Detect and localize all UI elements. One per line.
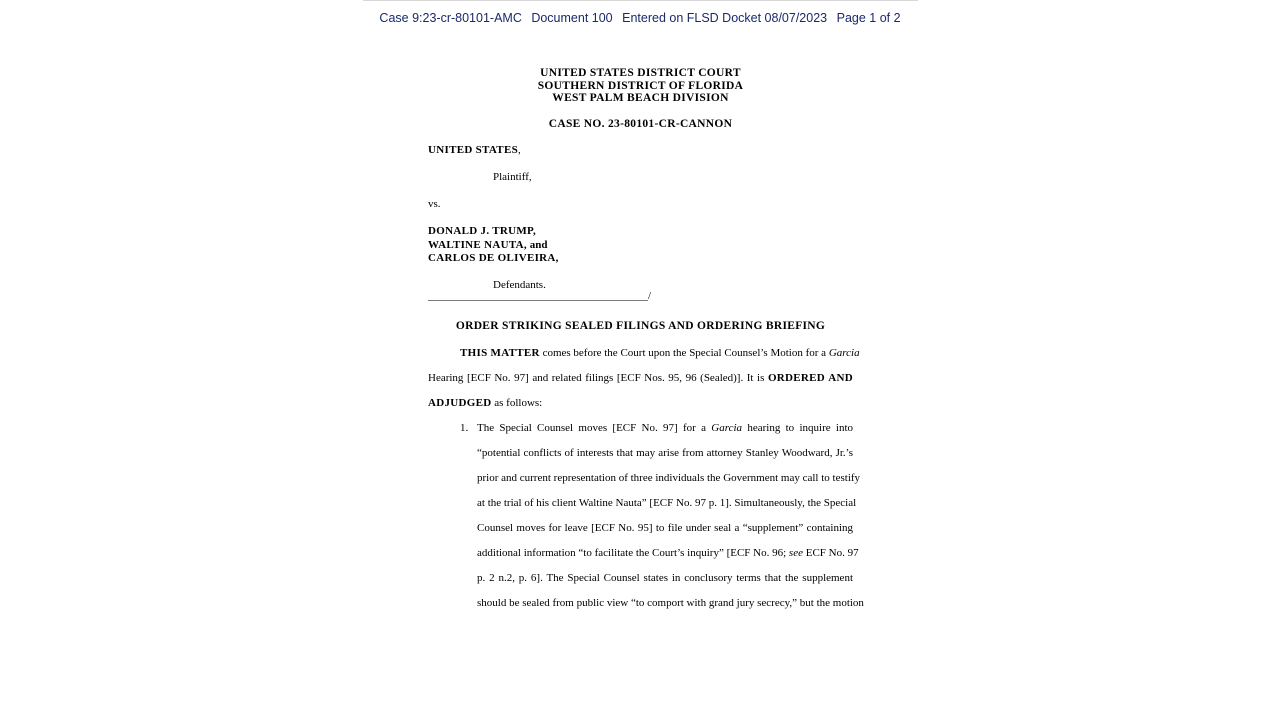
item-1-line-1c: hearing to inquire into [747, 422, 854, 434]
court-line-2: SOUTHERN DISTRICT OF FLORIDA [537, 79, 744, 92]
defendants-label: Defendants. [493, 279, 546, 291]
item-1-line-5: Counsel moves for leave [ECF No. 95] to file under seal a “supplement” containing [477, 522, 853, 534]
court-heading [428, 67, 853, 105]
item-1-line-7: p. 2 n.2, p. 6]. The Special Counsel states in conclusory terms that the supplement [477, 572, 853, 584]
item-1-line-2: “potential conflicts of interests that may arise from attorney Stanley Woodward, Jr.’s [477, 447, 853, 459]
intro-line-1 [460, 347, 860, 359]
defendant-2-and: and [526, 239, 548, 251]
item-1-line-6a: additional information “to facilitate the Court’s inquiry” [ECF No. 96; [477, 547, 787, 559]
intro-line-2 [428, 372, 853, 384]
item-1-see: see [788, 547, 803, 559]
item-1-line-1 [477, 422, 853, 434]
docket-header [0, 11, 1280, 25]
item-1-number: 1. [460, 422, 469, 434]
defendant-2-name: WALTINE NAUTA, [428, 239, 527, 251]
defendant-2 [428, 239, 547, 251]
court-line-1: UNITED STATES DISTRICT COURT [540, 67, 741, 79]
header-document: Document 100 [531, 11, 613, 25]
court-line-3: WEST PALM BEACH DIVISION [552, 92, 729, 104]
versus-label: vs. [428, 198, 441, 210]
caption-rule: ________________________________________/ [428, 290, 652, 302]
this-matter: THIS MATTER [460, 347, 540, 359]
header-entered: Entered on FLSD Docket 08/07/2023 [622, 11, 828, 25]
plaintiff-comma: , [518, 144, 521, 156]
item-1-line-6 [477, 547, 859, 559]
defendant-3: CARLOS DE OLIVEIRA, [428, 252, 559, 264]
intro-line-1-text: comes before the Court upon the Special Counsel’s Motion for a [542, 347, 827, 359]
item-1-garcia: Garcia [711, 422, 743, 434]
item-1-line-4: at the trial of his client Waltine Nauta” [ECF No. 97 p. 1]. Simultaneously, the Special [477, 497, 857, 509]
ordered-and: ORDERED AND [767, 372, 854, 384]
intro-line-3 [428, 397, 542, 409]
defendant-1: DONALD J. TRUMP, [428, 225, 537, 237]
plaintiff-name [428, 144, 521, 156]
header-case: Case 9:23-cr-80101-AMC [379, 11, 522, 25]
item-1-line-8: should be sealed from public view “to comport with grand jury secrecy,” but the motion [477, 597, 864, 609]
header-page: Page 1 of 2 [836, 11, 901, 25]
order-title: ORDER STRIKING SEALED FILINGS AND ORDERING BRIEFING [455, 320, 826, 332]
case-number: CASE NO. 23-80101-CR-CANNON [548, 118, 733, 130]
adjudged: ADJUDGED [428, 397, 492, 409]
item-1-line-3: prior and current representation of three individuals the Government may call to testify [477, 472, 861, 484]
plaintiff-label: Plaintiff, [493, 171, 532, 183]
plaintiff-name-text: UNITED STATES [428, 144, 518, 156]
intro-line-2-text: Hearing [ECF No. 97] and related filings [ECF Nos. 95, 96 (Sealed)]. It is [428, 372, 765, 384]
item-1-line-6c: ECF No. 97 [805, 547, 859, 559]
as-follows: as follows: [494, 397, 543, 409]
page-top-rule [363, 0, 918, 1]
item-1-line-1a: The Special Counsel moves [ECF No. 97] for a [477, 422, 706, 434]
garcia-italic: Garcia [828, 347, 860, 359]
